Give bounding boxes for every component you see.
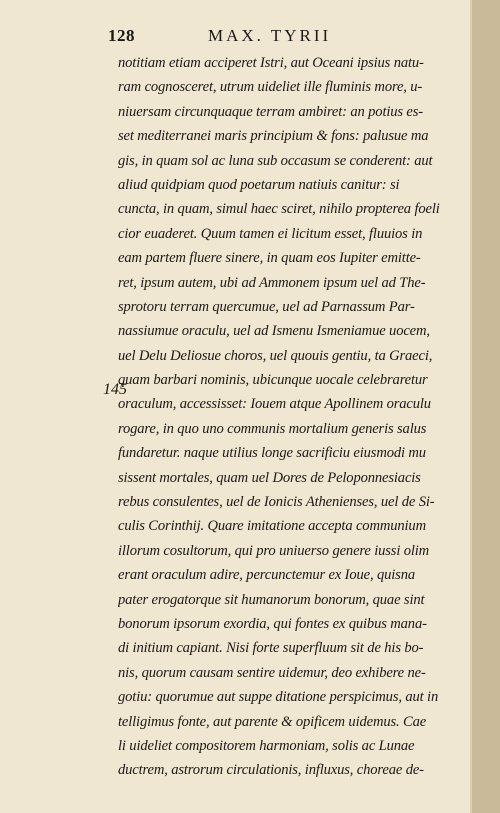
text-line: cior euaderet. Quum tamen ei licitum esset, fluuios in bbox=[118, 225, 423, 242]
running-head: MAX. TYRII bbox=[208, 26, 332, 45]
text-line: quam barbari nominis, ubicunque uocale celebraretur bbox=[118, 372, 428, 389]
page-number: 128 bbox=[108, 26, 135, 45]
text-line: di initium capiant. Nisi forte superfluum sit de his bo- bbox=[118, 640, 424, 657]
margin-number: 145 bbox=[103, 381, 127, 398]
text-line: li uideliet compositorem harmoniam, solis ac Lunae bbox=[118, 737, 415, 754]
text-line: rogare, in quo uno communis mortalium generis salus bbox=[118, 420, 427, 437]
text-line: sissent mortales, quam uel Dores de Peloponnesiacis bbox=[118, 469, 421, 486]
text-line: ductrem, astrorum circulationis, influxus, choreae de- bbox=[118, 762, 424, 779]
text-line: ram cognosceret, utrum uideliet ille fluminis more, u- bbox=[118, 79, 423, 96]
text-line: rebus consulentes, uel de Ionicis Athenienses, uel de Si- bbox=[118, 494, 435, 511]
text-line: uel Delu Deliosue choros, uel quouis gentiu, ta Graeci, bbox=[118, 347, 433, 364]
text-line: culis Corinthij. Quare imitatione accepta communium bbox=[118, 518, 426, 535]
body-text bbox=[118, 51, 480, 783]
text-line: erant oraculum adire, percunctemur ex Ioue, quisna bbox=[118, 567, 416, 584]
text-line: eam partem fluere sinere, in quam eos Iupiter emitte- bbox=[118, 250, 421, 267]
text-line: oraculum, accessisset: Iouem atque Apollinem oraculu bbox=[118, 396, 431, 413]
text-line: niuersam circunquaque terram ambiret: an potius es- bbox=[118, 103, 423, 120]
text-line: gotiu: quorumue aut suppe ditatione perspicimus, aut in bbox=[118, 689, 439, 706]
text-line: gis, in quam sol ac luna sub occasum se conderent: aut bbox=[118, 152, 433, 169]
text-line: bonorum ipsorum exordia, qui fontes ex quibus mana- bbox=[118, 615, 427, 632]
text-line: cuncta, in quam, simul haec sciret, nihilo propterea foeli bbox=[118, 201, 440, 218]
text-line: notitiam etiam acciperet Istri, aut Oceani ipsius natu- bbox=[118, 55, 424, 71]
text-line: illorum cosultorum, qui pro uniuerso genere iussi olim bbox=[118, 542, 430, 559]
text-line: sprotoru terram quercumue, uel ad Parnassum Par- bbox=[118, 298, 415, 315]
text-line: nassiumue oraculu, uel ad Ismenu Ismeniamue uocem, bbox=[118, 323, 430, 340]
text-line: set mediterranei maris principium & fons: palusue ma bbox=[118, 128, 429, 145]
text-line: pater erogatorque sit humanorum bonorum, quae sint bbox=[118, 591, 425, 608]
text-line: aliud quidpiam quod poetarum natiuis canitur: si bbox=[118, 176, 400, 193]
text-line: nis, quorum causam sentire uidemur, deo exhibere ne- bbox=[118, 664, 426, 681]
text-line: telligimus fonte, aut parente & opificem uidemus. Cae bbox=[118, 713, 427, 730]
text-line: fundaretur. naque utilius longe sacrificiu eiusmodi mu bbox=[118, 445, 426, 462]
text-line: ret, ipsum autem, ubi ad Ammonem ipsum uel ad The- bbox=[118, 274, 426, 291]
